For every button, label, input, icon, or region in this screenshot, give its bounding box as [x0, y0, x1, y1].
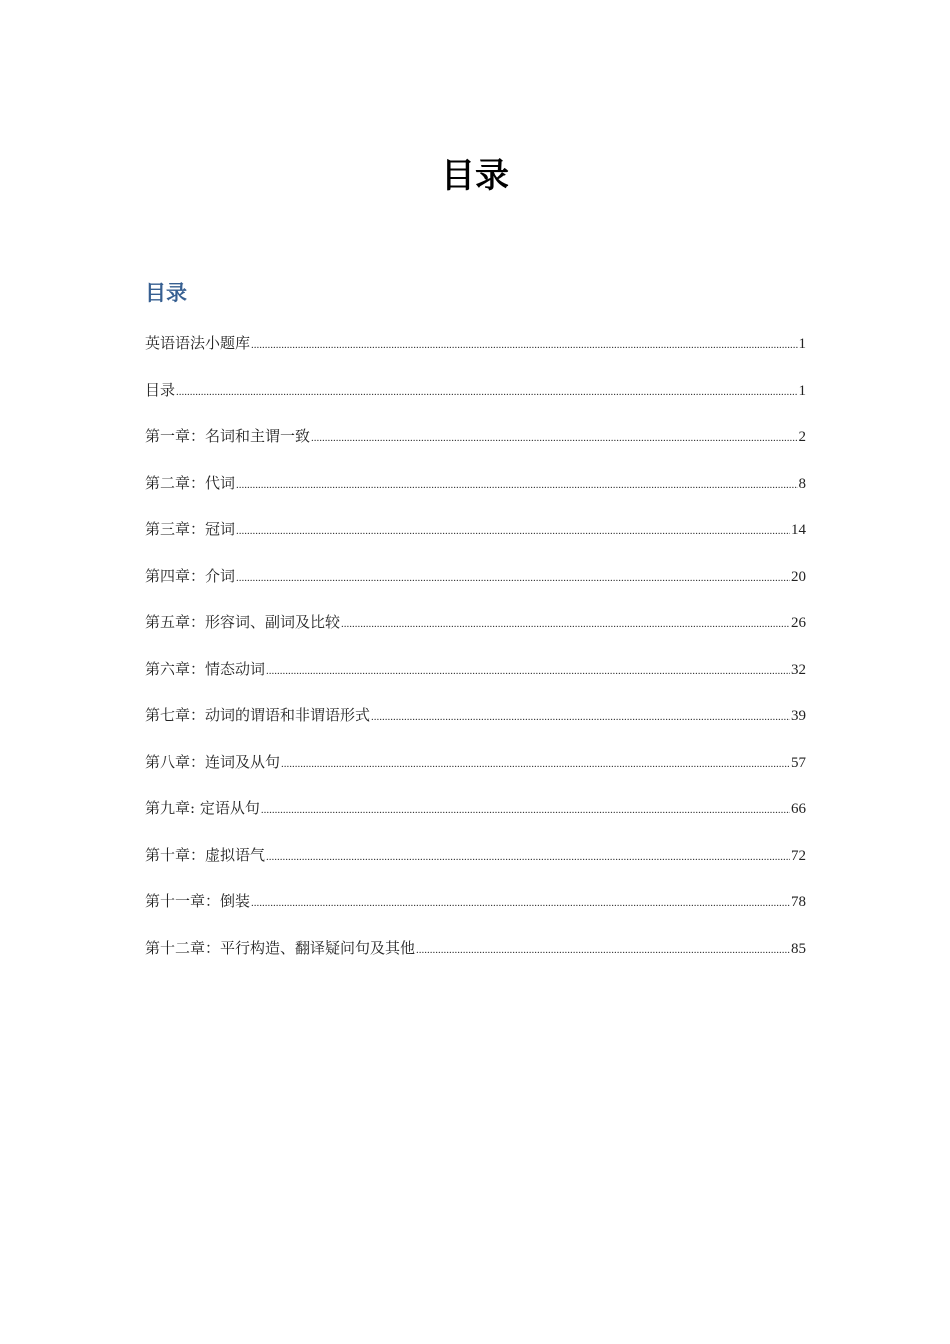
toc-entry-page[interactable]: 78	[791, 894, 806, 910]
toc-entry[interactable]	[145, 329, 806, 376]
toc-leader-dots	[416, 936, 790, 964]
toc-entry-page[interactable]: 1	[798, 382, 806, 399]
toc-entry[interactable]	[145, 422, 806, 469]
toc-entry[interactable]	[145, 562, 806, 609]
toc-entry[interactable]	[145, 841, 806, 888]
toc-entry[interactable]	[145, 515, 806, 562]
toc-entry[interactable]	[145, 934, 806, 981]
toc-entry-page[interactable]: 57	[791, 754, 806, 771]
toc-leader-dots	[266, 843, 790, 871]
toc-entry-page[interactable]: 85	[791, 940, 806, 957]
toc-entry-text[interactable]: 第一章：名词和主谓一致	[145, 427, 311, 445]
toc-leader-dots	[236, 471, 797, 499]
toc-entry-text[interactable]: 第九章: 定语从句	[145, 799, 260, 817]
toc-entry-page[interactable]: 20	[791, 568, 806, 585]
toc-leader-dots	[281, 750, 790, 778]
toc-entry[interactable]	[145, 655, 806, 702]
toc-leader-dots	[251, 331, 797, 359]
toc-entry[interactable]	[145, 794, 806, 841]
toc-entry-text[interactable]: 目录	[145, 380, 176, 399]
toc-entry[interactable]	[145, 469, 806, 516]
toc-leader-dots	[236, 564, 790, 592]
toc-entry-page[interactable]: 8	[798, 475, 806, 492]
toc-leader-dots	[341, 610, 790, 638]
toc-entry-text[interactable]: 第四章：介词	[145, 566, 236, 585]
toc-entry-page[interactable]: 32	[791, 661, 806, 678]
toc-entry-page[interactable]: 66	[791, 801, 806, 817]
toc-entry-text[interactable]: 第二章：代词	[145, 473, 236, 492]
toc-list	[145, 329, 806, 980]
toc-entry-page[interactable]: 2	[798, 429, 806, 445]
toc-leader-dots	[251, 889, 790, 917]
toc-entry-text[interactable]: 第十二章：平行构造、翻译疑问句及其他	[145, 938, 416, 957]
toc-entry-text[interactable]: 第八章：连词及从句	[145, 752, 281, 771]
toc-leader-dots	[176, 378, 797, 406]
page-title: 目录	[441, 156, 509, 196]
toc-entry-page[interactable]: 1	[798, 336, 806, 352]
toc-entry-page[interactable]: 39	[791, 708, 806, 724]
toc-entry-page[interactable]: 26	[791, 615, 806, 631]
toc-entry[interactable]	[145, 376, 806, 423]
toc-entry-text[interactable]: 第五章：形容词、副词及比较	[145, 613, 341, 631]
toc-leader-dots	[261, 796, 790, 824]
toc-entry-text[interactable]: 第十章：虚拟语气	[145, 845, 266, 864]
toc-entry[interactable]	[145, 887, 806, 934]
toc-leader-dots	[371, 703, 790, 731]
toc-heading: 目录	[145, 281, 187, 305]
toc-leader-dots	[266, 657, 790, 685]
toc-entry-text[interactable]: 第三章：冠词	[145, 520, 236, 538]
toc-leader-dots	[311, 424, 797, 452]
toc-entry-page[interactable]: 14	[791, 522, 806, 538]
toc-leader-dots	[236, 517, 790, 545]
toc-entry[interactable]	[145, 748, 806, 795]
toc-entry-text[interactable]: 第六章：情态动词	[145, 659, 266, 678]
toc-entry[interactable]	[145, 608, 806, 655]
toc-entry-text[interactable]: 英语语法小题库	[145, 334, 251, 352]
toc-entry-text[interactable]: 第七章：动词的谓语和非谓语形式	[145, 706, 371, 724]
toc-entry-page[interactable]: 72	[791, 847, 806, 864]
toc-entry[interactable]	[145, 701, 806, 748]
toc-entry-text[interactable]: 第十一章：倒装	[145, 892, 251, 910]
